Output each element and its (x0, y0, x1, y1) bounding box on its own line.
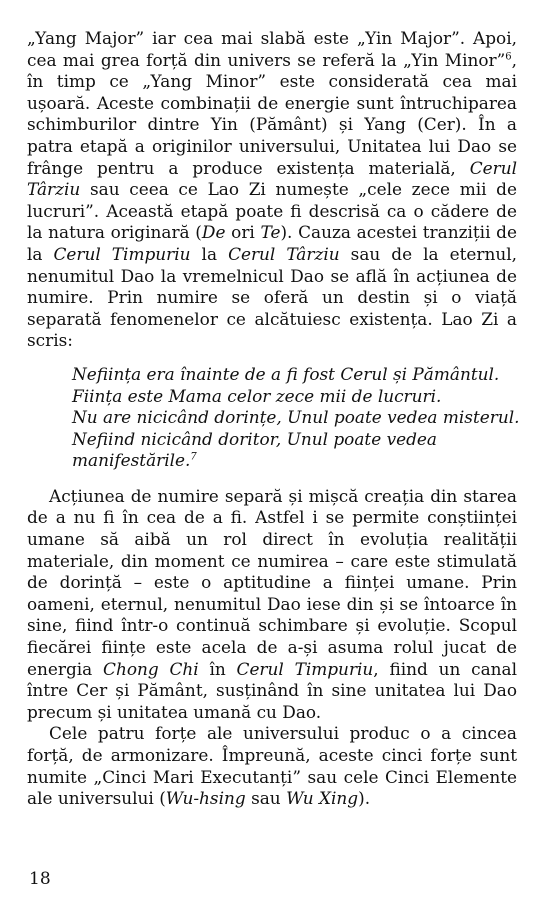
text-run: sau de la eternul, nenumitul Dao la vremelnicul Dao se află în acțiunea de numire. Prin numire se oferă un destin și o viață separată fenomenelor ce alcătuiesc existența. Lao Zi a scris: (27, 243, 518, 351)
text-run: în (198, 658, 237, 679)
text-run: , fiind un canal între Cer și Pământ, susținând în sine unitatea lui Dao precum și unitatea umană cu Dao. (27, 658, 517, 722)
italic-term: Chong Chi (103, 658, 199, 679)
footnote-ref-7: 7 (190, 451, 197, 463)
text-run: ori (225, 222, 261, 243)
italic-term: Cerul Târziu (228, 243, 340, 264)
text-run: „Yang Major” iar cea mai slabă este „Yin Major”. Apoi, cea mai grea forță din univers se referă la „Yin Minor” (27, 28, 517, 70)
page-number: 18 (29, 869, 51, 889)
footnote-ref: 6 (505, 50, 512, 62)
paragraph-2 (27, 486, 517, 724)
text-run: ). (358, 788, 371, 809)
italic-term: Te (260, 222, 281, 243)
paragraph-1 (27, 28, 517, 352)
text-run: Acțiunea de numire separă și mișcă creația din starea de a nu fi în cea de a fi. Astfel i se permite conștiinței umane să aibă un rol direct în evoluția realității materiale, din moment ce numirea – care este stimulată de dorință – este o aptitudine a ființei umane. Prin oameni, eternul, nenumitul Dao iese din și se întoarce în sine, fiind într-o continuă schimbare și evoluție. Scopul fiecărei ființe este acela de a-și asuma rolul jucat de energia (27, 485, 517, 679)
italic-term: Cerul Timpuriu (53, 243, 191, 264)
quote-line-5 (72, 450, 517, 472)
quote-line-4: Nefiind nicicând doritor, Unul poate vedea (72, 428, 437, 449)
text-run: sau ceea ce Lao Zi numește „cele zece mii de lucruri”. Această etapă poate fi descrisă ca o cădere de la natura originară ( (27, 179, 517, 243)
quote-line-3: Nu are nicicând dorințe, Unul poate vedea misterul. (72, 407, 520, 428)
quote-line-1: Neființa era înainte de a fi fost Cerul și Pământul. (72, 363, 500, 384)
italic-term: De (201, 222, 226, 243)
quote-line-5-text: manifestările. (72, 450, 191, 471)
italic-term: Cerul Târziu (27, 157, 517, 200)
text-run: Cele patru forțe ale universului produc o a cincea forță, de armonizare. Împreună, aceste cinci forțe sunt numite „Cinci Mari Executanți” sau cele Cinci Elemente ale universului ( (27, 723, 517, 809)
italic-term: Wu-hsing (165, 788, 246, 809)
text-run: sau (245, 788, 287, 809)
page-body (27, 28, 520, 810)
paragraph-3 (27, 723, 517, 809)
quote-line-2: Ființa este Mama celor zece mii de lucruri. (72, 385, 442, 406)
text-run: , în timp ce „Yang Minor” este considerată cea mai ușoară. Aceste combinații de energie sunt întruchiparea schimburilor dintre Yin (Pământ) și Yang (Cer). În a patra etapă a originilor universului, Unitatea lui Dao se frânge pentru a produce existența materială, (27, 49, 517, 178)
italic-term: Wu Xing (286, 788, 359, 809)
text-run: la (190, 243, 229, 264)
italic-term: Cerul Timpuriu (236, 658, 374, 679)
text-run: ). Cauza acestei tranziții de la (27, 222, 517, 264)
quote-block (72, 363, 520, 472)
